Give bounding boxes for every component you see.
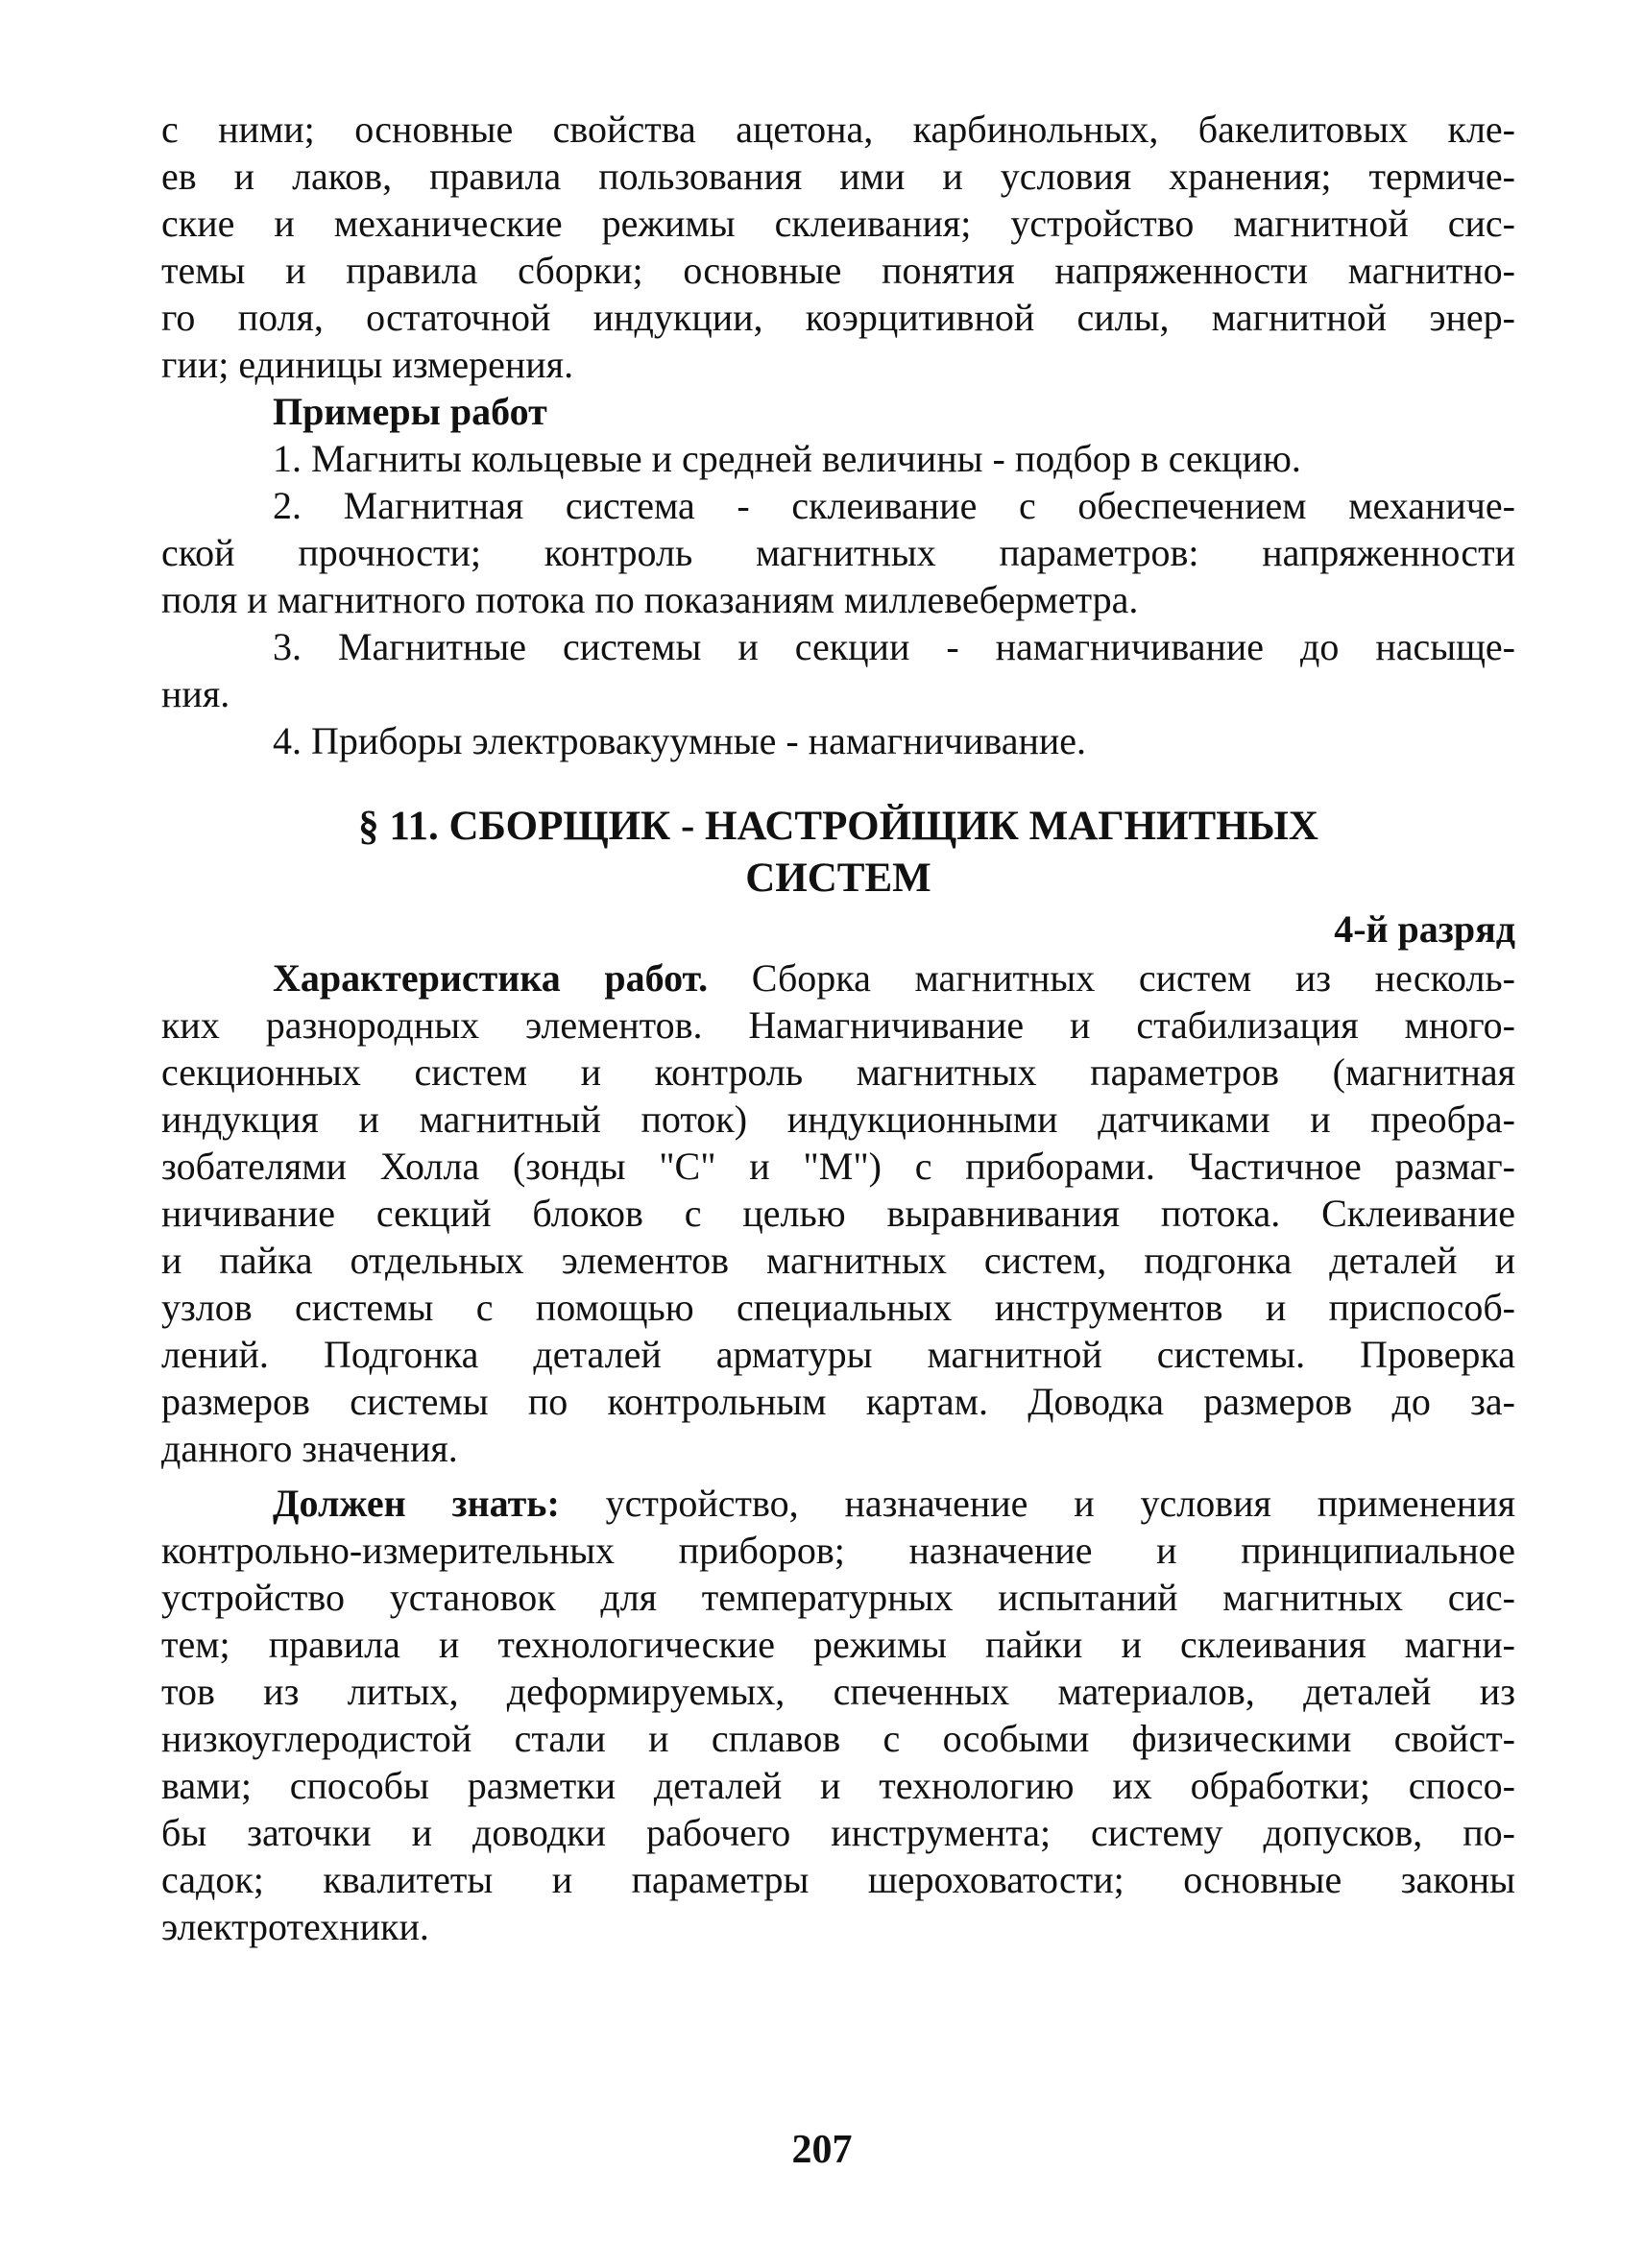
section-title-line-2: СИСТЕМ bbox=[745, 856, 931, 901]
text-line: зобателями Холла (зонды "С" и "М") с приборами. Частичное размаг- bbox=[161, 1145, 1515, 1188]
text-line: узлов системы с помощью специальных инструментов и приспособ- bbox=[161, 1286, 1515, 1329]
text-line: размеров системы по контрольным картам. Доводка размеров до за- bbox=[161, 1380, 1515, 1423]
intro-paragraph bbox=[161, 106, 1515, 388]
example-item-4: 4. Приборы электровакуумные - намагничивание. bbox=[273, 719, 1087, 762]
text-line: лений. Подгонка деталей арматуры магнитной системы. Проверка bbox=[161, 1333, 1515, 1376]
characteristic-first-text: Сборка магнитных систем из несколь- bbox=[751, 956, 1515, 1000]
text-line: ские и механические режимы склеивания; устройство магнитной сис- bbox=[161, 202, 1515, 245]
page-number: 207 bbox=[791, 2128, 853, 2172]
text-line: поля и магнитного потока по показаниям миллевеберметра. bbox=[161, 578, 1139, 621]
section-title-line-1: § 11. СБОРЩИК - НАСТРОЙЩИК МАГНИТНЫХ bbox=[358, 804, 1318, 849]
knowledge-label: Должен знать: bbox=[273, 1482, 560, 1525]
text-line: секционных систем и контроль магнитных параметров (магнитная bbox=[161, 1050, 1515, 1094]
example-item-1: 1. Магниты кольцевые и средней величины - подбор в секцию. bbox=[273, 437, 1301, 480]
text-line: темы и правила сборки; основные понятия напряженности магнитно- bbox=[161, 249, 1515, 292]
text-line: устройство установок для температурных испытаний магнитных сис- bbox=[161, 1576, 1515, 1619]
text-line: ской прочности; контроль магнитных параметров: напряженности bbox=[161, 531, 1515, 574]
text-line: контрольно-измерительных приборов; назначение и принципиальное bbox=[161, 1529, 1515, 1572]
text-line: тов из литых, деформируемых, спеченных материалов, деталей из bbox=[161, 1670, 1515, 1713]
text-line: тем; правила и технологические режимы пайки и склеивания магни- bbox=[161, 1623, 1515, 1666]
text-line: индукция и магнитный поток) индукционными датчиками и преобра- bbox=[161, 1098, 1515, 1141]
text-line: вами; способы разметки деталей и технологию их обработки; спосо- bbox=[161, 1764, 1515, 1807]
text-line: ких разнородных элементов. Намагничивание и стабилизация много- bbox=[161, 1003, 1515, 1047]
text-line: го поля, остаточной индукции, коэрцитивной силы, магнитной энер- bbox=[161, 296, 1515, 339]
text-line: данного значения. bbox=[161, 1427, 458, 1470]
examples-section bbox=[161, 388, 1515, 764]
characteristic-label: Характеристика работ. bbox=[273, 956, 709, 1000]
page-body bbox=[161, 106, 1515, 1950]
text-line: ния. bbox=[161, 672, 230, 715]
knowledge-first-text: устройство, назначение и условия применения bbox=[605, 1482, 1516, 1525]
grade-label: 4-й разряд bbox=[1334, 907, 1515, 951]
characteristic-first-line bbox=[161, 954, 1515, 1001]
knowledge-first-line bbox=[161, 1480, 1515, 1527]
example-item-3: 3. Магнитные системы и секции - намагничивание до насыще- bbox=[273, 625, 1515, 668]
text-line: садок; квалитеты и параметры шероховатости; основные законы bbox=[161, 1858, 1515, 1901]
text-line: гии; единицы измерения. bbox=[161, 343, 574, 386]
text-line: с ними; основные свойства ацетона, карбинольных, бакелитовых кле- bbox=[161, 108, 1515, 151]
section-heading bbox=[161, 801, 1515, 905]
text-line: ничивание секций блоков с целью выравнивания потока. Склеивание bbox=[161, 1192, 1515, 1235]
examples-title: Примеры работ bbox=[273, 390, 547, 433]
text-line: электротехники. bbox=[161, 1905, 429, 1948]
text-line: и пайка отдельных элементов магнитных систем, подгонка деталей и bbox=[161, 1239, 1515, 1282]
text-line: низкоуглеродистой стали и сплавов с особыми физическими свойст- bbox=[161, 1717, 1515, 1760]
text-line: ев и лаков, правила пользования ими и условия хранения; термиче- bbox=[161, 155, 1515, 198]
text-line: бы заточки и доводки рабочего инструмента; систему допусков, по- bbox=[161, 1811, 1515, 1854]
knowledge-paragraph bbox=[161, 1480, 1515, 1950]
example-item-2: 2. Магнитная система - склеивание с обеспечением механиче- bbox=[273, 484, 1515, 527]
characteristic-paragraph bbox=[161, 954, 1515, 1472]
